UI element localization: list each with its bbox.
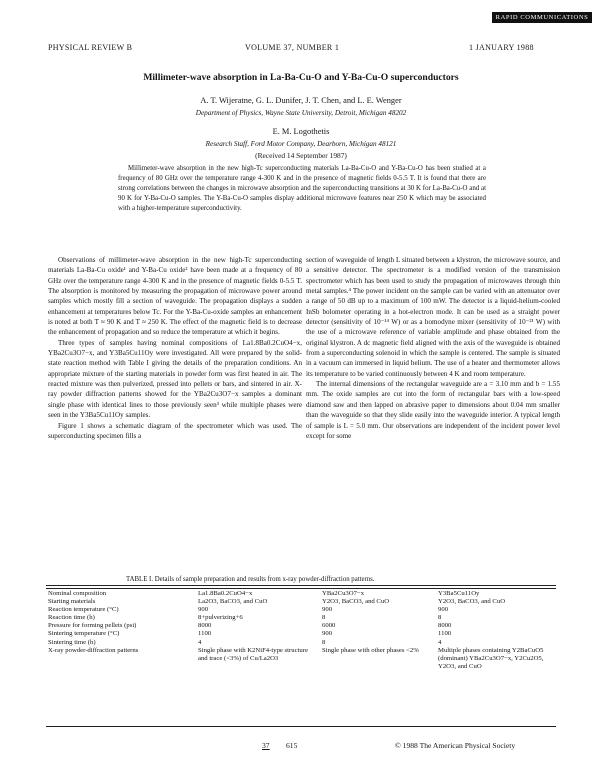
body-paragraph: Three types of samples having nominal compositions of La1.8Ba0.2CuO4−x, YBa2Cu3O7−x, and Y3Ba5Cu11Oy were investigated. All were prepared by the solid-state reaction method with Table I giving the details of the preparation conditions. An appropriate mixture of the starting materials in powder form was first heated in air. The reacted mixture was then pulverized, pressed into pellets or bars, and sintered in air. X-ray powder diffraction patterns showed for the YBa2Cu3O7−x samples a dominant single phase with identical lines to those previously seen³ while multiple phases were seen in the Y3Ba5Cu11Oy samples. — [48, 338, 302, 420]
table-row-label: X-ray powder-diffraction patterns — [48, 646, 139, 654]
table-cell: 1100 — [438, 630, 452, 638]
body-paragraph: section of waveguide of length L situated between a klystron, the microwave source, and a sensitive detector. The spectrometer is a modified version of the transmission spectrometer which has been used to study the propagation of microwaves through thin metal samples.⁴ The power incident on the sample can be varied with an attenuator over a range of 50 dB up to a maximum of 100 mW. The detector is a liquid-helium-cooled InSb bolometer operating in a hot-electron mode. It can be used as a straight power detector (sensitivity of 10⁻¹⁴ W) or as a homodyne mixer (sensitivity of 10⁻²¹ W) with the use of a microwave reference of variable amplitude and phase obtained from the original klystron. A dc magnetic field aligned with the axis of the waveguide is obtained from a superconducting solenoid in which the sample is centered. The sample is situated in a vacuum can immersed in liquid helium. The use of a heater and thermometer allows its temperature to be varied continuously between 4 K and room temperature. — [306, 256, 560, 378]
abstract: Millimeter-wave absorption in the new high-Tc superconducting materials La-Ba-Cu-O and Y-Ba-Cu-O has been studied at a frequency of 80 GHz over the temperature range 4-300 K and in the presence of magnetic fields 0-5.5 T. It is found that there are strong correlations between the changes in microwave absorption and the superconducting transitions at 30 K for La-Ba-Cu-O and at 90 K for Y-Ba-Cu-O samples. The Y-Ba-Cu-O samples display additional microwave features near 250 K which may be associated with a higher-temperature superconductivity. — [118, 165, 486, 212]
table-cell: YBa2Cu3O7−x — [322, 590, 365, 597]
left-column — [48, 255, 302, 441]
table-row-label: Sintering time (h) — [48, 638, 96, 646]
author-list-second: E. M. Logothetis — [272, 127, 330, 136]
right-column — [306, 255, 560, 441]
table-cell: 8000 — [198, 622, 212, 630]
table-cell: 900 — [322, 630, 333, 638]
table-cell: 4 — [438, 638, 442, 646]
table-top-rule — [46, 585, 556, 586]
table-row — [46, 647, 556, 671]
table-cell: 8000 — [438, 622, 452, 630]
table-row — [46, 590, 556, 598]
table-row-label: Starting materials — [48, 598, 96, 606]
table-row — [46, 614, 556, 622]
table-row — [46, 622, 556, 630]
table-cell: Single phase with other phases <2% — [322, 646, 419, 654]
table-row — [46, 630, 556, 638]
table-caption: TABLE I. Details of sample preparation and results from x-ray powder-diffraction patterns. — [126, 576, 375, 583]
table-row — [46, 639, 556, 647]
table-cell: 8 — [438, 614, 442, 622]
body-paragraph: Observations of millimeter-wave absorption in the new high-Tc superconducting materials La-Ba-Cu oxide¹ and Y-Ba-Cu oxide² have been made at a frequency of 80 GHz over the temperature range 4-300 K and in the presence of magnetic fields 0-5.5 T. The absorption is monitored by measuring the propagation of microwave power around samples which mostly fill a section of waveguide. The propagation displays a sudden enhancement at temperatures below Tc. For the Y-Ba-Cu-oxide samples an enhancement is noted at both T ≈ 90 K and T ≈ 250 K. The effect of the magnetic field is to decrease the enhancement of propagation and so reduce the temperature at which it begins. — [48, 256, 302, 337]
table-cell: 6000 — [322, 622, 336, 630]
table-cell: 4 — [198, 638, 202, 646]
journal-name: PHYSICAL REVIEW B — [48, 43, 133, 52]
rapid-communications-badge: RAPID COMMUNICATIONS — [492, 12, 592, 23]
table-cell: Single phase with K2NiF4-type structure and trace (<3%) of Cu/La2O3 — [198, 646, 308, 662]
footer-page-number: 615 — [286, 741, 298, 750]
table-cell: Multiple phases containing Y2BaCuO5 (dominant) YBa2Cu3O7−x, Y2Cu2O5, Y2O3, and CuO — [438, 646, 544, 670]
table-row-label: Reaction temperature (°C) — [48, 606, 119, 614]
table-cell: 900 — [438, 606, 449, 614]
table-cell: Y3Ba5Cu11Oy — [438, 590, 480, 597]
table-row — [46, 606, 556, 614]
table-cell: La1.8Ba0.2CuO4−x — [198, 590, 253, 597]
table-row-label: Reaction time (h) — [48, 614, 95, 622]
body-paragraph: The internal dimensions of the rectangular waveguide are a = 3.10 mm and b = 1.55 mm. The oxide samples are cut into the form of rectangular bars with a low-speed diamond saw and then lapped on abrasive paper to dimensions about 0.04 mm smaller than the waveguide so that they slide easily into the waveguide interior. A typical length of sample is L = 5.0 mm. Our observations are independent of the incident power level except for some — [306, 380, 560, 440]
table-cell: 8+pulverizing+6 — [198, 614, 243, 622]
table-cell: La2O3, BaCO3, and CuO — [198, 598, 268, 606]
author-list: A. T. Wijeratne, G. L. Dunifer, J. T. Chen, and L. E. Wenger — [200, 96, 402, 105]
affiliation-wayne-state: Department of Physics, Wayne State University, Detroit, Michigan 48202 — [195, 109, 407, 117]
footer-copyright: © 1988 The American Physical Society — [395, 741, 516, 750]
table-row-label: Nominal composition — [48, 590, 107, 597]
table-cell: Y2O3, BaCO3, and CuO — [322, 598, 390, 606]
table-cell: Y2O3, BaCO3, and CuO — [438, 598, 506, 606]
table-cell: 1100 — [198, 630, 212, 638]
table-top-rule-double — [46, 588, 556, 589]
table-cell: 8 — [322, 614, 326, 622]
table-row-label: Sintering temperature (°C) — [48, 630, 120, 638]
received-date: (Received 14 September 1987) — [255, 151, 347, 160]
volume-number: VOLUME 37, NUMBER 1 — [245, 43, 340, 52]
issue-date: 1 JANUARY 1988 — [469, 43, 534, 52]
footer-volume: 37 — [262, 741, 270, 750]
table-cell: 8 — [322, 638, 326, 646]
table-row — [46, 598, 556, 606]
table-cell: 900 — [198, 606, 209, 614]
table-bottom-rule — [46, 726, 556, 727]
table-cell: 900 — [322, 606, 333, 614]
affiliation-ford: Research Staff, Ford Motor Company, Dearborn, Michigan 48121 — [205, 140, 397, 148]
body-paragraph: Figure 1 shows a schematic diagram of the spectrometer which was used. The superconducting specimen fills a — [48, 421, 302, 440]
table-row-label: Pressure for forming pellets (psi) — [48, 622, 137, 630]
article-title: Millimeter-wave absorption in La-Ba-Cu-O and Y-Ba-Cu-O superconductors — [143, 72, 459, 83]
sample-preparation-table — [46, 590, 556, 671]
